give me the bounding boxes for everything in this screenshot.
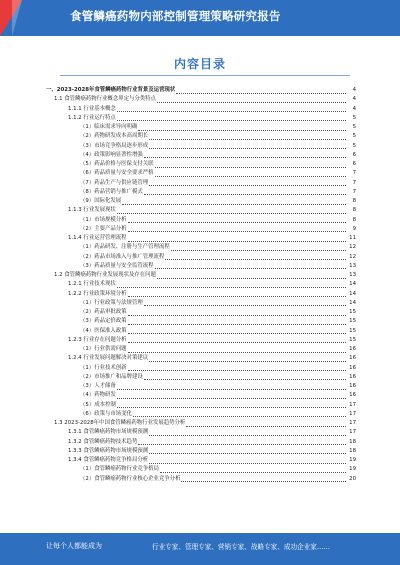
toc-entry[interactable]: [46, 105, 356, 114]
toc-leader-dots: [128, 291, 346, 297]
toc-entry-title: （1）市场规模分析: [80, 216, 127, 223]
header-bar: [0, 0, 400, 36]
toc-leader-dots: [122, 199, 346, 205]
toc-leader-dots: [144, 152, 346, 158]
toc-entry[interactable]: [46, 419, 356, 428]
toc-entry[interactable]: [46, 438, 356, 447]
toc-entry[interactable]: [46, 114, 356, 123]
toc-entry[interactable]: [46, 86, 356, 95]
toc-entry[interactable]: [46, 280, 356, 289]
toc-entry-title: 1.1.3 行业发展现状: [68, 207, 116, 214]
toc-entry[interactable]: [46, 225, 356, 234]
toc-entry[interactable]: [46, 391, 356, 400]
toc-leader-dots: [149, 180, 346, 186]
toc-entry[interactable]: [46, 345, 356, 354]
toc-leader-dots: [160, 467, 346, 473]
toc-leader-dots: [128, 365, 346, 371]
toc-entry-page: 14: [349, 281, 356, 288]
toc-leader-dots: [181, 476, 346, 482]
toc-entry-page: 8: [352, 207, 356, 214]
toc-entry-title: 1.1.4 行业运营管理流程: [68, 235, 127, 241]
toc-entry[interactable]: [46, 382, 356, 391]
toc-entry-page: 5: [352, 133, 356, 140]
toc-leader-dots: [117, 106, 346, 112]
toc-entry-title: （4）药物研发: [80, 392, 116, 399]
toc-leader-dots: [128, 347, 346, 353]
table-of-contents: [46, 86, 356, 484]
toc-leader-dots: [144, 189, 346, 195]
footer-text: 让每个人都能成为: [46, 542, 102, 550]
toc-entry-page: 5: [352, 142, 356, 149]
toc-entry[interactable]: [46, 151, 356, 160]
toc-entry-title: （2）药物研发成本高周期长: [80, 133, 149, 140]
toc-entry-title: 1.3.3 食管鳞癌药物市场规模预测: [68, 447, 149, 454]
toc-entry-page: 15: [349, 309, 356, 315]
toc-entry[interactable]: [46, 465, 356, 474]
toc-entry[interactable]: [46, 262, 356, 271]
toc-leader-dots: [157, 97, 346, 103]
toc-entry[interactable]: [46, 354, 356, 363]
toc-entry-page: 5: [352, 124, 356, 130]
toc-entry-title: 1.3.1 食管鳞癌药物市场规模预测: [68, 429, 149, 436]
toc-leader-dots: [149, 458, 346, 464]
toc-entry-title: （1）行业供需问题: [80, 346, 127, 352]
toc-entry[interactable]: [46, 447, 356, 456]
toc-entry[interactable]: [46, 197, 356, 206]
title-divider: [60, 75, 350, 76]
toc-entry[interactable]: [46, 299, 356, 308]
toc-entry[interactable]: [46, 169, 356, 178]
toc-entry-page: 4: [352, 96, 356, 103]
toc-entry[interactable]: [46, 308, 356, 317]
toc-title: 内容目录: [173, 57, 226, 71]
toc-entry-title: 1.3.2 食管鳞癌药物技术趋势: [68, 438, 138, 445]
toc-entry-page: 16: [349, 373, 356, 380]
toc-entry-title: （2）药品市场准入与推广管理流程: [80, 253, 165, 260]
toc-entry-page: 8: [352, 216, 356, 223]
toc-leader-dots: [144, 300, 346, 306]
toc-leader-dots: [133, 411, 346, 417]
toc-leader-dots: [149, 143, 346, 149]
toc-entry-title: （3）药品质量与安全监管流程: [80, 262, 154, 269]
toc-entry-page: 16: [349, 392, 356, 399]
toc-leader-dots: [138, 439, 346, 445]
toc-entry[interactable]: [46, 234, 356, 243]
toc-leader-dots: [117, 384, 346, 390]
toc-entry[interactable]: [46, 271, 356, 280]
toc-entry-title: 1.3 2023-2028年中国食管鳞癌药物行业发展趋势分析: [54, 420, 186, 426]
toc-entry-title: （6）政策与市场变化: [80, 410, 132, 417]
toc-leader-dots: [144, 374, 346, 380]
header-title: 食管鳞癌药物内部控制管理策略研究报告: [70, 9, 281, 23]
toc-entry-page: 11: [349, 235, 356, 241]
toc-entry-title: （6）药品质量与安全要求严格: [80, 170, 154, 177]
toc-entry-page: 14: [349, 299, 356, 306]
toc-entry-title: （3）人才储备: [80, 383, 116, 389]
toc-leader-dots: [155, 171, 346, 177]
toc-entry-page: 13: [349, 272, 356, 278]
toc-entry-title: 1.2.3 行业存在问题分析: [68, 336, 127, 343]
toc-entry-title: 一、2023-2028年食管鳞癌药物行业背景及运营现状: [46, 87, 176, 93]
toc-leader-dots: [176, 88, 346, 94]
toc-entry[interactable]: [46, 364, 356, 373]
toc-leader-dots: [117, 282, 346, 288]
toc-entry[interactable]: [46, 401, 356, 410]
toc-entry-page: 15: [349, 336, 356, 343]
toc-leader-dots: [171, 245, 346, 251]
toc-entry-page: 13: [349, 262, 356, 269]
toc-leader-dots: [149, 356, 346, 362]
toc-entry-title: （1）食管鳞癌药物行业竞争格局: [80, 466, 159, 473]
toc-entry-page: 5: [352, 114, 356, 121]
toc-entry[interactable]: [46, 373, 356, 382]
toc-leader-dots: [155, 162, 346, 168]
toc-leader-dots: [128, 226, 346, 232]
toc-entry-page: 6: [352, 161, 356, 167]
toc-entry-page: 9: [352, 225, 356, 232]
toc-leader-dots: [128, 236, 346, 242]
toc-entry-page: 12: [349, 244, 356, 251]
toc-entry-title: 1.2.1 行业技术现状: [68, 281, 116, 288]
toc-entry[interactable]: [46, 123, 356, 132]
toc-entry[interactable]: [46, 317, 356, 326]
toc-entry[interactable]: [46, 290, 356, 299]
toc-entry-title: （1）行业技术创新: [80, 364, 127, 371]
footer-slogan: 行业专家、管理专家、营销专家、战略专家、成功企业家……: [152, 543, 331, 551]
toc-entry-title: （2）主要产品分析: [80, 225, 127, 232]
toc-entry-page: 14: [349, 290, 356, 297]
toc-leader-dots: [128, 310, 346, 316]
toc-leader-dots: [117, 115, 346, 121]
toc-entry[interactable]: [46, 475, 356, 484]
toc-entry[interactable]: [46, 142, 356, 151]
toc-entry[interactable]: [46, 428, 356, 437]
toc-leader-dots: [117, 208, 346, 214]
toc-leader-dots: [117, 402, 346, 408]
toc-entry-title: 1.3.4 食管鳞癌药物竞争格局分析: [68, 457, 149, 463]
toc-entry-title: 1.1.1 行业基本概念: [68, 105, 116, 112]
toc-entry-page: 4: [352, 105, 356, 112]
toc-entry-title: （4）政策影响显著性增强: [80, 151, 143, 158]
toc-entry-page: 8: [352, 198, 356, 204]
toc-entry-page: 16: [349, 355, 356, 362]
toc-entry[interactable]: [46, 336, 356, 345]
toc-entry[interactable]: [46, 95, 356, 104]
toc-leader-dots: [165, 254, 346, 260]
toc-entry[interactable]: [46, 253, 356, 262]
toc-entry-page: 6: [352, 151, 356, 158]
toc-entry-title: （1）药品研发、注册与生产管理流程: [80, 244, 170, 251]
toc-entry[interactable]: [46, 327, 356, 336]
toc-entry-page: 15: [349, 318, 356, 325]
toc-entry-title: （3）市场竞争格局逐步形成: [80, 142, 149, 149]
toc-entry-title: （5）成本控制: [80, 401, 116, 408]
toc-entry-page: 16: [349, 364, 356, 371]
toc-entry-page: 16: [349, 346, 356, 352]
toc-entry[interactable]: [46, 132, 356, 141]
toc-leader-dots: [155, 263, 346, 269]
toc-entry-page: 12: [349, 253, 356, 260]
toc-entry-title: （1）临床需求导向明确: [80, 124, 138, 130]
toc-entry-title: （7）药品生产与供应链管理: [80, 179, 149, 186]
toc-entry-page: 17: [349, 401, 356, 408]
toc-entry[interactable]: [46, 179, 356, 188]
toc-entry-title: 1.1 食管鳞癌药物行业概念界定与分类特点: [54, 96, 156, 103]
toc-leader-dots: [128, 328, 346, 334]
toc-entry-title: （4）医保准入政策: [80, 327, 127, 334]
toc-entry-page: 19: [349, 466, 356, 473]
toc-entry[interactable]: [46, 160, 356, 169]
toc-entry-title: （8）药品营销与推广模式: [80, 188, 143, 195]
toc-entry-title: 1.2 食管鳞癌药物行业发展现状及存在问题: [54, 272, 156, 278]
toc-entry-title: （2）市场推广和品牌建设: [80, 373, 143, 380]
toc-entry[interactable]: [46, 188, 356, 197]
toc-leader-dots: [149, 430, 346, 436]
toc-entry-title: （1）行业政策与法规管理: [80, 299, 143, 306]
toc-leader-dots: [138, 125, 346, 131]
toc-entry-page: 16: [349, 383, 356, 389]
toc-leader-dots: [149, 134, 346, 140]
toc-entry[interactable]: [46, 456, 356, 465]
toc-entry-page: 7: [352, 188, 356, 195]
toc-leader-dots: [128, 319, 346, 325]
toc-entry-title: （2）药品审批政策: [80, 309, 127, 315]
toc-entry-page: 18: [349, 447, 356, 454]
toc-entry[interactable]: [46, 216, 356, 225]
header-corner-accent: [12, 0, 22, 36]
toc-entry-page: 17: [349, 429, 356, 436]
toc-leader-dots: [128, 337, 346, 343]
toc-entry-page: 4: [352, 87, 356, 93]
toc-entry-page: 18: [349, 438, 356, 445]
toc-entry-page: 20: [349, 475, 356, 482]
toc-entry-page: 19: [349, 457, 356, 463]
toc-leader-dots: [157, 273, 346, 279]
toc-entry-page: 7: [352, 179, 356, 186]
toc-entry-title: 1.1.2 行业运行特点: [68, 114, 116, 121]
toc-entry[interactable]: [46, 206, 356, 215]
toc-entry-title: （2）食管鳞癌药物行业核心企业竞争分析: [80, 475, 181, 482]
toc-entry-title: 1.2.4 行业发展问题解决对策建议: [68, 355, 149, 362]
toc-entry-page: 17: [349, 420, 356, 426]
toc-entry-title: （3）药品定价政策: [80, 318, 127, 325]
toc-entry-title: 1.2.2 行业政策环境分析: [68, 290, 127, 297]
toc-entry-title: （5）药品价格与医保支付关联: [80, 161, 154, 167]
toc-entry[interactable]: [46, 243, 356, 252]
toc-entry-title: （9）国际化发展: [80, 198, 122, 204]
toc-entry-page: 17: [349, 410, 356, 417]
toc-entry[interactable]: [46, 410, 356, 419]
toc-entry-page: 7: [352, 170, 356, 177]
toc-entry-page: 15: [349, 327, 356, 334]
toc-leader-dots: [149, 448, 346, 454]
toc-leader-dots: [186, 421, 346, 427]
toc-leader-dots: [117, 393, 346, 399]
toc-leader-dots: [128, 217, 346, 223]
